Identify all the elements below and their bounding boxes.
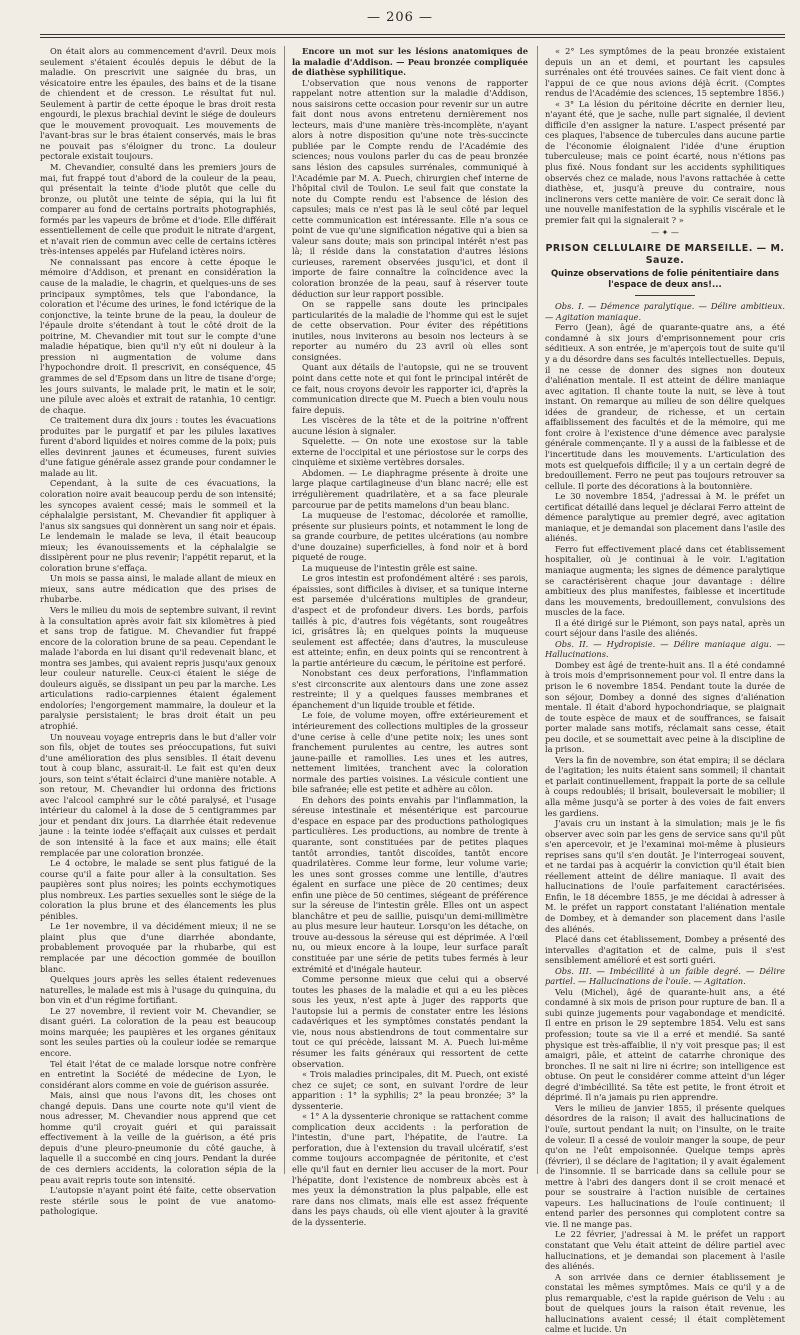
header-rule xyxy=(40,34,785,35)
paragraph: L'observation que nous venons de rapporter rappelant notre attention sur la maladie d'Addison, nous saisirons cette occasion pour revenir sur un autre fait dont nous avons entretenu dernièrement nos lecteurs, mais d'une manière très-incomplète, n'ayant alors à notre disposition qu'une note très-succincte publiée par le Compte rendu de l'Académie des sciences; nous voulons parler du cas de peau bronzée sans lésion des capsules surrénales, communiqué à l'Académie par M. A. Puech, chirurgien chef interne de l'hôpital civil de Toulon. Le seul fait que constate la note du Compte rendu est l'absence de lésion des capsules; mais ce n'est pas là le seul côté par lequel cette communication est intéressante. Elle n'a sous ce point de vue qu'une signification négative qui a bien sa valeur sans doute; mais son principal intérêt n'est pas là; il réside dans la constatation d'autres lésions curieuses, rarement observées jusqu'ici, et dont il importe de faire connaître la coïncidence avec la coloration bronzée de la peau, sauf à réserver toute déduction sur leur rapport possible. xyxy=(292,77,528,299)
observation-paragraph: J'avais cru un instant à la simulation; mais je le fis observer avec soin par les gens de service sans qu'il pût s'en apercevoir, et je l'examinai moi-même à plusieurs reprises sans qu'il s'en doutât. Je l'interrogeai souvent, et ne tardai pas à acquérir la conviction qu'il était bien réellement atteint de délire maniaque. Il avait des hallucinations de l'ouïe parfaitement caractérisées. Enfin, le 18 décembre 1855, je me décidai à adresser à M. le préfet un rapport constatant l'aliénation mentale de Dombey, et à demander son placement dans l'asile des aliénés. xyxy=(545,818,785,934)
observation-paragraph: Le 30 novembre 1854, j'adressai à M. le préfet un certificat détaillé dans lequel je déclarai Ferro atteint de démence paralytique au premier degré, avec agitation maniaque, et je demandai son placement dans l'asile des aliénés. xyxy=(545,491,785,544)
observation-title: Obs. III. — Imbécillité à un faible degré. — Délire partiel. — Hallucinations de l'ouïe. — Agitation. xyxy=(545,965,785,987)
section-subtitle: Quinze observations de folie pénitentiaire dans l'espace de deux ans!... xyxy=(550,269,780,290)
paragraph: Comme personne mieux que celui qui a observé toutes les phases de la maladie et qui a eu les pièces sous les yeux, n'est apte à juger des rapports que l'autopsie lui a permis de constater entre les lésions cadavériques et les symptômes constatés pendant la vie, nous nous abstiendrons de tout commentaire sur tout ce qui précède, laissant M. A. Puech lui-même résumer les faits généraux qui ressortent de cette observation. xyxy=(292,974,528,1069)
paragraph: « 2° Les symptômes de la peau bronzée existaient depuis un an et demi, et pourtant les capsules surrénales ont été trouvées saines. Ce fait vient donc à l'appui de ce que nous avions déjà écrit. (Comptes rendus de l'Académie des sciences, 15 septembre 1856.) xyxy=(545,46,785,99)
observation-paragraph: Vers le milieu de janvier 1855, il présente quelques désordres de la raison; il avait des hallucinations de l'ouïe, surtout pendant la nuit; on l'insulte, on le traite de voleur. Il a cessé de vouloir manger la soupe, de peur qu'on ne l'eût empoisonnée. Quelque temps après (février), il se déclare de l'agitation; il y avait également de l'insomnie. Il se barricade dans sa cellule pour se mettre à l'abri des dangers dont il se croit menacé et pour se soustraire à l'action nuisible de certaines vapeurs. Les hallucinations de l'ouïe continuent; il entend parler des personnes qui complotent contre sa vie. Il ne mange pas. xyxy=(545,1102,785,1229)
article-title-addison: Encore un mot sur les lésions anatomiques de la maladie d'Addison. — Peau bronzée compliquée de diathèse syphilitique. xyxy=(292,46,528,78)
paragraph: Vers le milieu du mois de septembre suivant, il revint à la consultation après avoir fait six kilomètres à pied et sans trop de fatigue. M. Chevandier fut frappé encore de la coloration brune de sa peau. Cependant le malade l'aborda en lui disant qu'il redevenait blanc, et montra ses jambes, qui avaient repris jusqu'aux genoux leur couleur naturelle. Ceux-ci étaient le siége de douleurs aiguës, se dissipant un peu par la marche. Les articulations radio-carpiennes étaient également endoloríes; l'engorgement mammaire, la douleur et la paralysie persistaient; le bras droit était un peu atrophié. xyxy=(40,604,276,731)
page-number: — 206 — xyxy=(366,10,434,25)
paragraph: La muqueuse de l'intestin grêle est saine. xyxy=(302,562,478,573)
paragraph: M. Chevandier, consulté dans les premiers jours de mai, fut frappé tout d'abord de la couleur de la peau, qui présentait la teinte d'iode plutôt que celle du bronze, ou plutôt une teinte de sépia, qui la lui fit comparer au fond de certains portraits photographiés, formés par les vapeurs de brôme et d'iode. Elle différait essentiellement de celle que produit le nitrate d'argent, et n'avait rien de commun avec celle de certains ictères très-intenses appelés par Hufeland ictères noirs. xyxy=(40,162,276,257)
paragraph: Le 27 novembre, il revient voir M. Chevandier, se disant guéri. La coloration de la peau est beaucoup moins marquée; les paupières et les organes génitaux sont les seules parties où la couleur iodée se remarque encore. xyxy=(40,1005,276,1058)
paragraph: Quelques jours après les selles étaient redevenues naturelles, le malade est mis à l'usage du quinquina, du bon vin et d'un régime fortifiant. xyxy=(40,974,276,1006)
observation-paragraph: A son arrivée dans ce dernier établissement je constatai les mêmes symptômes. Mais ce qu'il y a de plus remarquable, c'est la rapide guérison de Velu : au bout de quelques jours la raison était revenue, les hallucinations avaient cessé; il était complètement calme et lucide. Un xyxy=(545,1271,785,1335)
observation-paragraph: Il a été dirigé sur le Piémont, son pays natal, après un court séjour dans l'asile des aliénés. xyxy=(545,617,785,639)
observation-title: Obs. I. — Démence paralytique. — Délire ambitieux. — Agitation maniaque. xyxy=(545,301,785,322)
observation-paragraph: Vers la fin de novembre, son état empira; il se déclara de l'agitation; les nuits étaient sans sommeil; il chantait et parlait continuellement, frappait la porte de sa cellule à coups redoublés; il brisait, bouleversait le mobilier; il alla même jusqu'à se porter à des voies de fait envers les gardiens. xyxy=(545,754,785,818)
column-1 xyxy=(40,46,277,1217)
paragraph: Le gros intestin est profondément altéré : ses parois, épaissies, sont difficiles à diviser, et sa tunique interne est parsemée d'ulcérations multiples de grandeur, d'aspect et de profondeur divers. Les bords, parfois taillés à pic, d'autres fois végétants, sont rougeâtres ici, grisâtres là; en quelques points la muqueuse seulement est affectée; dans d'autres, la musculeuse est atteinte; enfin, en deux points qui se rencontrent à la partie antérieure du cæcum, le péritoine est perforé. xyxy=(292,573,528,668)
article-continuation xyxy=(545,46,785,225)
columns xyxy=(40,46,785,1335)
paragraph: Mais, ainsi que nous l'avons dit, les choses ont changé depuis. Dans une courte note qu'il vient de nous adresser, M. Chevandier nous apprend que cet homme qu'il croyait guéri et qui paraissait effectivement à la veille de la guérison, a été pris depuis d'une pleuro-pneumonie du côté gauche, à laquelle il a succombé en cinq jours. Pendant la durée de ces derniers accidents, la coloration sépia de la peau avait repris toute son intensité. xyxy=(40,1090,276,1185)
paragraph: Abdomen. — Le diaphragme présente à droite une large plaque cartilagineuse d'un blanc nacré; elle est irrégulièrement quadrilatère, et a sa face pleurale parcourue par de petits mamelons d'un beau blanc. xyxy=(292,467,528,510)
paragraph: « Trois maladies principales, dit M. Puech, ont existé chez ce sujet; ce sont, en suivant l'ordre de leur apparition : 1° la syphilis; 2° la peau bronzée; 3° la dyssenterie. xyxy=(292,1069,528,1111)
paragraph: L'autopsie n'ayant point été faite, cette observation reste stérile sous le point de vue anatomo-pathologique. xyxy=(40,1185,276,1217)
paragraph: Un nouveau voyage entrepris dans le but d'aller voir son fils, objet de toutes ses préoccupations, fut suivi d'une amélioration des plus sensibles. Il était devenu tout à coup blanc, assurait-il. Le fait est qu'en deux jours, son teint s'était éclairci d'une manière notable. A son retour, M. Chevandier lui ordonna des frictions avec l'alcool camphré sur le côté paralysé, et l'usage intérieur du calomel à la dose de 5 centigrammes par jour et pendant dix jours. La diarrhée était redevenue jaune : la teinte iodée s'effaçait aux cuisses et perdait de son intensité à la face et aux mains; elle était remplacée par une coloration bronzée. xyxy=(40,731,276,858)
article-body-addison xyxy=(292,78,528,1228)
column-3 xyxy=(545,46,785,1335)
observation-paragraph: Placé dans cet établissement, Dombey a présenté des intervalles d'agitation et de calme, puis il s'est sensiblement amélioré et est sorti guéri. xyxy=(545,934,785,966)
observation-title: Obs. II. — Hydropisie. — Délire maniaque aigu. — Hallucinations. xyxy=(545,638,785,660)
observation-paragraph: Le 22 février, j'adressai à M. le préfet un rapport constatant que Velu était atteint de délire partiel avec hallucinations, et je demandai son placement à l'asile des aliénés. xyxy=(545,1229,785,1272)
observation-paragraph: Ferro (Jean), âgé de quarante-quatre ans, a été condamné à six jours d'emprisonnement pour cris séditieux. A son entrée, je m'aperçois tout de suite qu'il y a du désordre dans ses facultés intellectuelles. Depuis, il ne cesse de donner des signes non douteux d'aliénation mentale. Il est atteint de délire maniaque avec agitation. Il chante toute la nuit, se lève à tout instant. On remarque au milieu de son délire quelques idées de grandeur, de richesse, et un certain affaiblissement des facultés et de la mémoire, qui me font croire à l'existence d'une démence avec paralysie générale commençante. Il y a aussi de la faiblesse et de l'incertitude dans les mouvements. L'articulation des mots est quelquefois difficile; il y a un certain degré de bredouillement. Ferro ne peut pas toujours retrouver sa cellule. Il porte des décorations à la boutonnière. xyxy=(545,322,785,491)
paragraph: Le 1er novembre, il va décidément mieux; il ne se plaint plus que d'une diarrhée abondante, probablement provoquée par la rhubarbe, qui est remplacée par une décoction gommée de bouillon blanc. xyxy=(40,921,276,974)
paragraph: On était alors au commencement d'avril. Deux mois seulement s'étaient écoulés depuis le début de la maladie. On prescrivit une saignée du bras, un vésicatoire entre les épaules, des bains et de la tisane de chiendent et de cresson. Le résultat fut nul. Seulement à partir de cette époque le bras droit resta engourdi, le plexus brachial devint le siége de douleurs que le mouvement provoquait. Les mouvements de l'avant-bras sur le bras étaient conservés, mais le bras ne pouvait pas s'éloigner du tronc. La douleur pectorale existait toujours. xyxy=(40,46,276,162)
paragraph: On se rappelle sans doute les principales particularités de la maladie de l'homme qui est le sujet de cette observation. Pour éviter des répétitions inutiles, nous inviterons au besoin nos lecteurs à se reporter au numéro du 23 avril où elles sont consignées. xyxy=(292,299,528,362)
observation-paragraph: Ferro fut effectivement placé dans cet établissement hospitalier, où je continuai à le voir. L'agitation maniaque augmenta; les signes de démence paralytique se caractérisèrent chaque jour davantage : délire ambitieux des plus manifestes, faiblesse et incertitude dans les mouvements, bredouillement, convulsions des muscles de la face. xyxy=(545,543,785,618)
section-separator xyxy=(635,295,695,296)
paragraph: Le 4 octobre, le malade se sent plus fatigué de la course qu'il a faite pour aller à la consultation. Ses paupières sont plus noires; les points ecchymotiques plus nombreux. Les parties sexuelles sont le siége de la coloration la plus brune et des élancements les plus pénibles. xyxy=(40,858,276,921)
paragraph: Le foie, de volume moyen, offre extérieurement et intérieurement des collections multiples de la grosseur d'une cerise à celle d'une petite noix; les unes sont franchement purulentes au centre, les autres sont jaune-paille et ramollies. Les unes et les autres, nettement limitées, tranchent avec la coloration normale des parties voisines. La vésicule contient une bile safranée; elle est petite et adhère au côlon. xyxy=(292,710,528,795)
section-ornament: — ✦ — xyxy=(651,228,679,238)
paragraph: « 1° A la dyssenterie chronique se rattachent comme complication deux accidents : la perforation de l'intestin, d'une part, l'hépatite, de l'autre. La perforation, due à l'extension du travail ulcératif, s'est comme toujours accompagnée de péritonite, et c'est elle qu'il faut en dernier lieu accuser de la mort. Pour l'hépatite, dont l'existence de nombreux abcès est à mes yeux la démonstration la plus palpable, elle est rare dans nos climats, mais elle est assez fréquente dans les pays chauds, où elle vient ajouter à la gravité de la dyssenterie. xyxy=(292,1111,528,1227)
section-title-prison: PRISON CELLULAIRE DE MARSEILLE. — M. Sauze. xyxy=(545,243,785,267)
paragraph: Un mois se passa ainsi, le malade allant de mieux en mieux, sans autre médication que des prises de rhubarbe. xyxy=(40,573,276,605)
paragraph: Quant aux détails de l'autopsie, qui ne se trouvent point dans cette note et qui font le principal intérêt de ce fait, nous croyons devoir les rapporter ici, d'après la communication directe que M. Puech a bien voulu nous faire depuis. xyxy=(292,362,528,415)
paragraph: Ce traitement dura dix jours : toutes les évacuations produites par le purgatif et par les pilules laxatives furent d'abord liquides et noires comme de la poix; puis elles devinrent jaunes et écumeuses, furent suivies d'une fatigue générale assez grande pour condamner le malade au lit. xyxy=(40,415,276,478)
observations-list xyxy=(545,301,785,1335)
paragraph: Nonobstant ces deux perforations, l'inflammation s'est circonscrite aux alentours dans une zone assez restreinte; il y a quelques fausses membranes et épanchement d'un liquide trouble et fétide. xyxy=(292,668,528,710)
paragraph: La muqueuse de l'estomac, décolorée et ramollie, présente sur plusieurs points, et notamment le long de sa grande courbure, de petites ulcérations (au nombre d'une douzaine) superficielles, à fond noir et à bord piqueté de rouge. xyxy=(292,510,528,563)
paragraph: Ne connaissant pas encore à cette époque le mémoire d'Addison, et prenant en considération la cause de la maladie, le chagrin, et quelques-uns de ses principaux symptômes, tels que l'abondance, la coloration et l'écume des urines, le fond ictérique de la conjonctive, la teinte brune de la peau, la douleur de l'épaule droite s'étendant à tout le côté droit de la poitrine, M. Chevandier mit tout sur le compte d'une maladie hépatique, bien qu'il n'y eût ni douleur à la pression ni augmentation de volume dans l'hypochondre droit. Il prescrivit, en conséquence, 45 grammes de sel d'Epsom dans un litre de tisane d'orge; les jours suivants, le malade prit, le matin et le soir, une pilule avec aloès et extrait de ratanhia, 10 centigr. de chaque. xyxy=(40,256,276,415)
paragraph: Squelette. — On note une exostose sur la table externe de l'occipital et une périostose sur le corps des cinquième et sixième vertèbres dorsales. xyxy=(292,436,528,468)
observation-paragraph: Velu (Michel), âgé de quarante-huit ans, a été condamné à six mois de prison pour rupture de ban. Il a subi quinze jugements pour vagabondage et mendicité. Il entre en prison le 29 septembre 1854. Velu est sans profession; toute sa vie il a erré et mendié. Sa santé physique est très-affaiblie, il n'y voit presque pas; il est amaigri, pâle, et atteint de catarrhe chronique des bronches. Il ne sait ni lire ni écrire; son intelligence est obtuse. On peut le considérer comme atteint d'un léger degré d'imbécillité. Sa tête est petite, le front étroit et déprimé. Il n'a jamais pu rien apprendre. xyxy=(545,986,785,1103)
paragraph: En dehors des points envahis par l'inflammation, la séreuse intestinale et mésentérique est parcourue d'espace en espace par des productions pathologiques particulières. Les productions, au nombre de trente à quarante, sont constituées par de petites plaques tantôt arrondies, tantôt discoïdes, tantôt encore quadrilatères. Comme leur forme, leur volume varie; les unes sont grosses comme une lentille, d'autres égalent en surface une pièce de 20 centimes; deux enfin une pièce de 50 centimes, siégeant de préférence sur la séreuse de l'intestin grêle. Elles ont un aspect blanchâtre et peu de saillie, puisqu'un demi-millimètre au plus mesure leur hauteur. Lorsqu'on les détache, on trouve au-dessous la séreuse qui est déprimée. A l'œil nu, ou mieux encore à la loupe, leur surface paraît constituée par une série de petits tubes fermés à leur extrémité et d'inégale hauteur. xyxy=(292,794,528,974)
paragraph: Cependant, à la suite de ces évacuations, la coloration noire avait beaucoup perdu de son intensité; les syncopes avaient cessé; mais le sommeil et la céphalalgie persistant, M. Chevandier fit appliquer à l'anus six sangsues qui donnèrent un sang noir et épais. Le lendemain le malade se leva, il était beaucoup mieux; les évanouissements et la céphalalgie se dissipèrent pour ne plus revenir; l'appétit reparut, et la coloration brune s'effaça. xyxy=(40,478,277,573)
paragraph: Les viscères de la tête et de la poitrine n'offrent aucune lésion à signaler. xyxy=(292,415,528,436)
header-rule-thin xyxy=(40,37,785,38)
observation-paragraph: Dombey est âgé de trente-huit ans. Il a été condamné à trois mois d'emprisonnement pour vol. Il entre dans la prison le 6 novembre 1854. Pendant toute la durée de son séjour, Dombey a donné des signes d'aliénation mentale. Il était d'abord hypochondriaque, se plaignait de toute espèce de maux et de souffrances, se faisait porter malade sans motifs, réclamait sans cesse, était peu docile, et se soumettait avec peine à la discipline de la prison. xyxy=(545,659,785,755)
paragraph: « 3° La lésion du péritoine décrite en dernier lieu, n'ayant été, que je sache, nulle part signalée, il devient difficile d'en assigner la nature. L'aspect présenté par ces plaques, l'absence de tubercules dans aucune partie de l'économie éloignaient l'idée d'une éruption tuberculeuse; mais ce point écarté, nous n'étions pas plus fixé. Nous fondant sur les accidents syphilitiques observés chez ce malade, nous l'avons rattachée à cette diathèse, et, jusqu'à preuve du contraire, nous inclinerons vers cette manière de voir. Ce serait donc là une nouvelle manifestation de la syphilis viscérale et le premier fait qui la signalerait ? » xyxy=(545,98,785,225)
column-2 xyxy=(292,46,528,1227)
paragraph: Tel était l'état de ce malade lorsque notre confrère en entretint la Société de médecine de Lyon, le considérant alors comme en voie de guérison assurée. xyxy=(40,1058,276,1090)
